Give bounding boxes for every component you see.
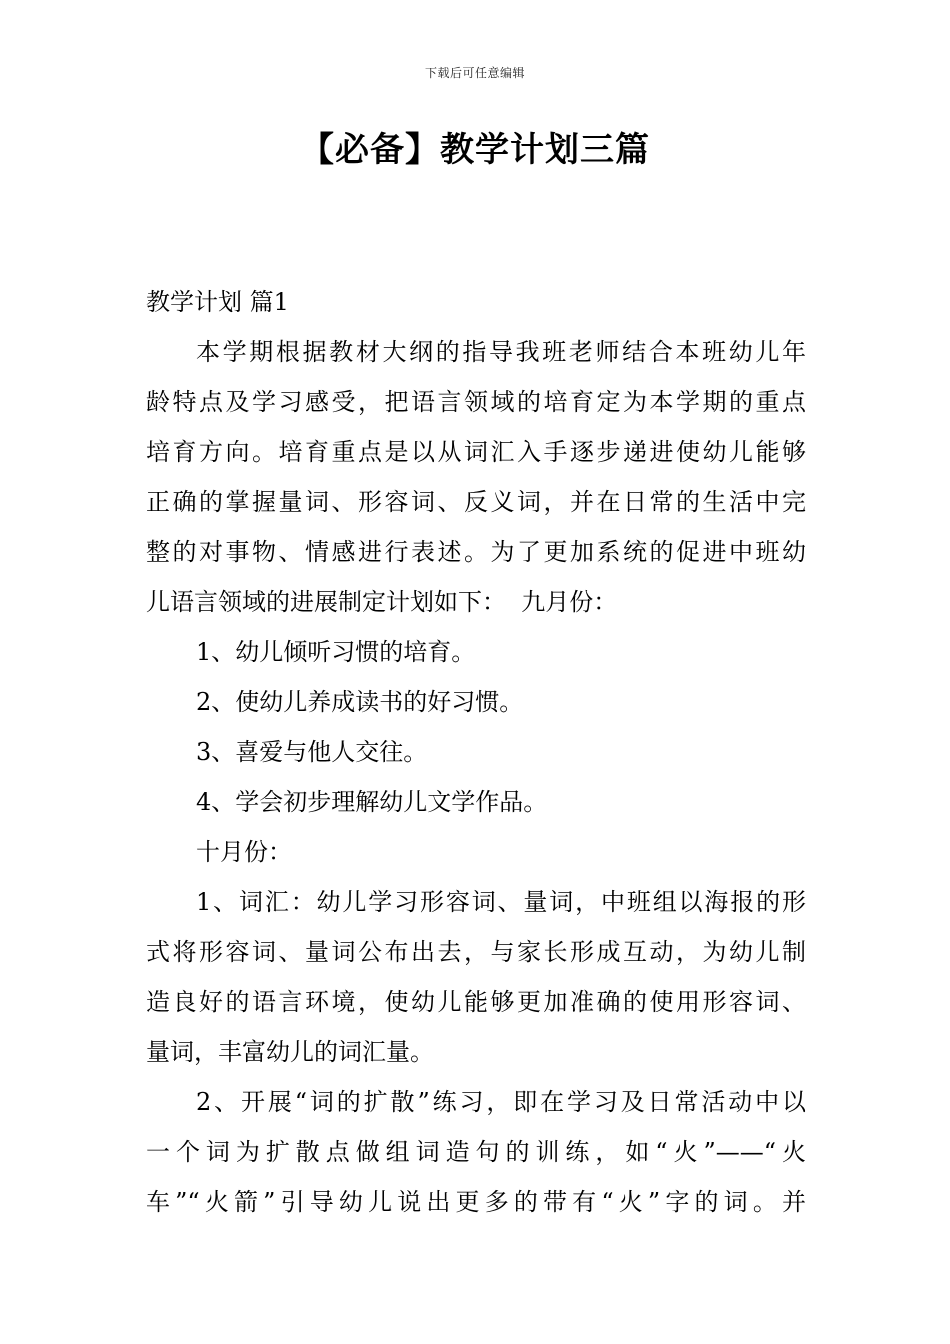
paragraph-line: 本学期根据教材大纲的指导我班老师结合本班幼儿年 bbox=[196, 338, 806, 366]
document-title: 【必备】教学计划三篇 bbox=[300, 130, 650, 170]
paragraph-line: 造良好的语言环境，使幼儿能够更加准确的使用形容词、 bbox=[146, 988, 806, 1016]
paragraph-line: 龄特点及学习感受，把语言领域的培育定为本学期的重点 bbox=[146, 388, 806, 416]
paragraph-line: 式将形容词、量词公布出去，与家长形成互动，为幼儿制 bbox=[146, 938, 806, 966]
paragraph-line: 正确的掌握量词、形容词、反义词，并在日常的生活中完 bbox=[146, 488, 806, 516]
section-heading: 教学计划 篇1 bbox=[146, 288, 289, 316]
header-note: 下载后可任意编辑 bbox=[424, 66, 525, 80]
paragraph-line: 培育方向。培育重点是以从词汇入手逐步递进使幼儿能够 bbox=[146, 438, 806, 466]
paragraph-line: 整的对事物、情感进行表述。为了更加系统的促进中班幼 bbox=[146, 538, 806, 566]
paragraph-line: 车”“火箭”引导幼儿说出更多的带有“火”字的词。并 bbox=[146, 1188, 806, 1216]
paragraph-line: 儿语言领域的进展制定计划如下： 九月份： bbox=[146, 588, 618, 616]
paragraph-line: 一个词为扩散点做组词造句的训练，如“火”——“火 bbox=[146, 1138, 806, 1166]
month-heading: 十月份： bbox=[196, 838, 292, 866]
paragraph-line: 1、词汇：幼儿学习形容词、量词，中班组以海报的形 bbox=[196, 888, 806, 916]
list-item: 3、喜爱与他人交往。 bbox=[196, 738, 428, 766]
paragraph-line: 量词，丰富幼儿的词汇量。 bbox=[146, 1038, 434, 1066]
list-item: 1、幼儿倾听习惯的培育。 bbox=[196, 638, 476, 666]
paragraph-line: 2、开展“词的扩散”练习，即在学习及日常活动中以 bbox=[196, 1088, 806, 1116]
list-item: 2、使幼儿养成读书的好习惯。 bbox=[196, 688, 524, 716]
list-item: 4、学会初步理解幼儿文学作品。 bbox=[196, 788, 548, 816]
document-body bbox=[146, 277, 806, 1227]
